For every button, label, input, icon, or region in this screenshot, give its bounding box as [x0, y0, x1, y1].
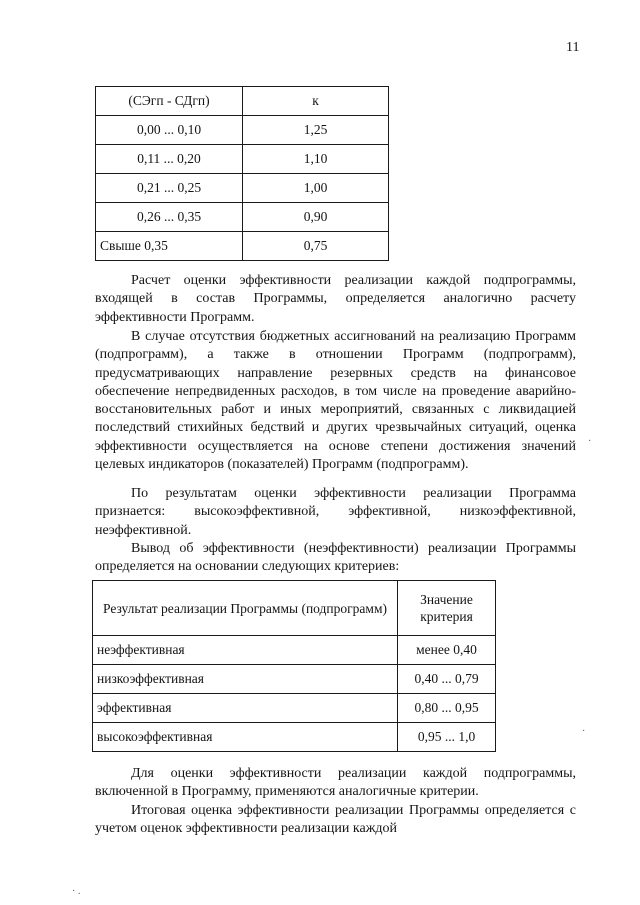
table-row [96, 145, 389, 174]
k-value-cell: 1,25 [243, 116, 389, 145]
table-row [93, 665, 496, 694]
k-value-cell: 0,75 [243, 232, 389, 261]
page-number: 11 [566, 40, 580, 55]
range-cell: 0,00 ... 0,10 [96, 116, 243, 145]
paragraph-subprogram-evaluation: Расчет оценки эффективности реализации каждой подпрограммы, входящей в состав Программы, определяется аналогично расчету эффективности Программ. [95, 273, 576, 325]
table-row [93, 636, 496, 665]
column-header-criterion: Значение критерия [398, 581, 496, 636]
paragraph-same-criteria: Для оценки эффективности реализации каждой подпрограммы, включенной в Программу, применяются аналогичные критерии. [95, 766, 576, 800]
table-row [96, 232, 389, 261]
paragraph-criteria-intro: Вывод об эффективности (неэффективности) реализации Программы определяется на основании следующих критериев: [95, 541, 576, 575]
table-row [93, 723, 496, 752]
scan-speck: · [582, 726, 586, 737]
table-row [96, 203, 389, 232]
range-cell: 0,11 ... 0,20 [96, 145, 243, 174]
table-header-row [93, 581, 496, 636]
column-header-result: Результат реализации Программы (подпрограмм) [93, 581, 398, 636]
coefficient-table [95, 86, 389, 261]
result-cell: низкоэффективная [93, 665, 398, 694]
paragraph-final-evaluation: Итоговая оценка эффективности реализации Программы определяется с учетом оценок эффективности реализации каждой [95, 803, 576, 837]
table-row [93, 694, 496, 723]
criterion-cell: 0,95 ... 1,0 [398, 723, 496, 752]
result-cell: эффективная [93, 694, 398, 723]
k-value-cell: 1,10 [243, 145, 389, 174]
k-value-cell: 1,00 [243, 174, 389, 203]
criterion-cell: 0,80 ... 0,95 [398, 694, 496, 723]
range-cell: 0,21 ... 0,25 [96, 174, 243, 203]
criterion-cell: 0,40 ... 0,79 [398, 665, 496, 694]
criterion-cell: менее 0,40 [398, 636, 496, 665]
criteria-table [92, 580, 496, 752]
result-cell: неэффективная [93, 636, 398, 665]
scan-speck: · [588, 436, 592, 447]
table-row [96, 174, 389, 203]
column-header-k: к [243, 87, 389, 116]
table-header-row [96, 87, 389, 116]
range-cell: 0,26 ... 0,35 [96, 203, 243, 232]
column-header-deviation: (СЭгп - СДгп) [96, 87, 243, 116]
scan-speck: · . [72, 886, 81, 897]
k-value-cell: 0,90 [243, 203, 389, 232]
paragraph-result-categories: По результатам оценки эффективности реализации Программа признается: высокоэффективной, эффективной, низкоэффективной, неэффективной. [95, 486, 576, 538]
table-row [96, 116, 389, 145]
range-cell: Свыше 0,35 [96, 232, 243, 261]
result-cell: высокоэффективная [93, 723, 398, 752]
paragraph-no-budget-case: В случае отсутствия бюджетных ассигнований на реализацию Программ (подпрограмм), а также в отношении Программ (подпрограмм), предусматривающих направление резервных средств на финансовое обеспечение непредвиденных расходов, в том числе на проведение аварийно-восстановительных работ и иных мероприятий, связанных с ликвидацией последствий стихийных бедствий и других чрезвычайных ситуаций, оценка эффективности осуществляется на основе степени достижения значений целевых индикаторов (показателей) Программ (подпрограмм). [95, 329, 576, 473]
